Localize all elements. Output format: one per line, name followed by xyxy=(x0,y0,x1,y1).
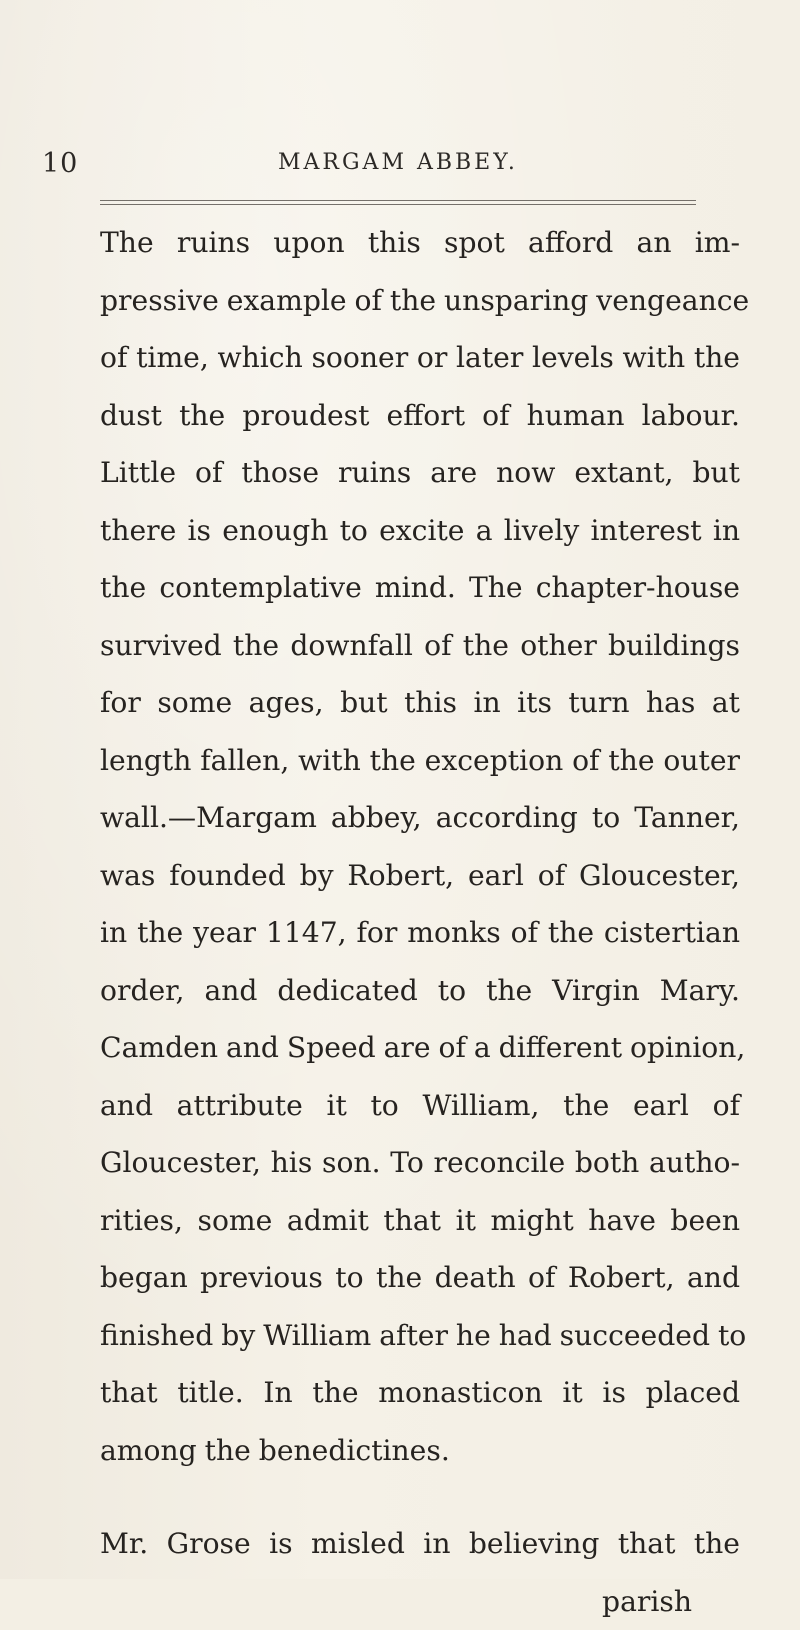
header-rule xyxy=(100,200,696,205)
text-line: Mr. Grose is misled in believing that the xyxy=(100,1515,740,1573)
text-line: among the benedictines. xyxy=(100,1422,740,1480)
text-line: pressive example of the unsparing vengeance xyxy=(100,272,740,330)
text-line: survived the downfall of the other buildings xyxy=(100,617,740,675)
page-number: 10 xyxy=(42,148,78,179)
text-line: wall.—Margam abbey, according to Tanner, xyxy=(100,789,740,847)
text-line: dust the proudest effort of human labour. xyxy=(100,387,740,445)
text-line: length fallen, with the exception of the outer xyxy=(100,732,740,790)
body-text xyxy=(100,214,740,1630)
text-line: rities, some admit that it might have been xyxy=(100,1192,740,1250)
running-head: MARGAM ABBEY. xyxy=(278,150,518,175)
text-line: that title. In the monasticon it is placed xyxy=(100,1364,740,1422)
text-line: Gloucester, his son. To reconcile both autho- xyxy=(100,1134,740,1192)
text-line: Little of those ruins are now extant, but xyxy=(100,444,740,502)
text-line: for some ages, but this in its turn has at xyxy=(100,674,740,732)
paragraph-gap xyxy=(100,1479,740,1515)
text-line: of time, which sooner or later levels with the xyxy=(100,329,740,387)
catchword: parish xyxy=(100,1573,740,1630)
text-line: in the year 1147, for monks of the cistertian xyxy=(100,904,740,962)
page-header xyxy=(42,148,762,192)
text-line: order, and dedicated to the Virgin Mary. xyxy=(100,962,740,1020)
text-line: was founded by Robert, earl of Gloucester, xyxy=(100,847,740,905)
text-line: The ruins upon this spot afford an im- xyxy=(100,214,740,272)
text-line: the contemplative mind. The chapter-house xyxy=(100,559,740,617)
text-line: finished by William after he had succeeded to xyxy=(100,1307,740,1365)
text-line: there is enough to excite a lively interest in xyxy=(100,502,740,560)
text-line: began previous to the death of Robert, and xyxy=(100,1249,740,1307)
text-line: Camden and Speed are of a different opinion, xyxy=(100,1019,740,1077)
text-line: and attribute it to William, the earl of xyxy=(100,1077,740,1135)
